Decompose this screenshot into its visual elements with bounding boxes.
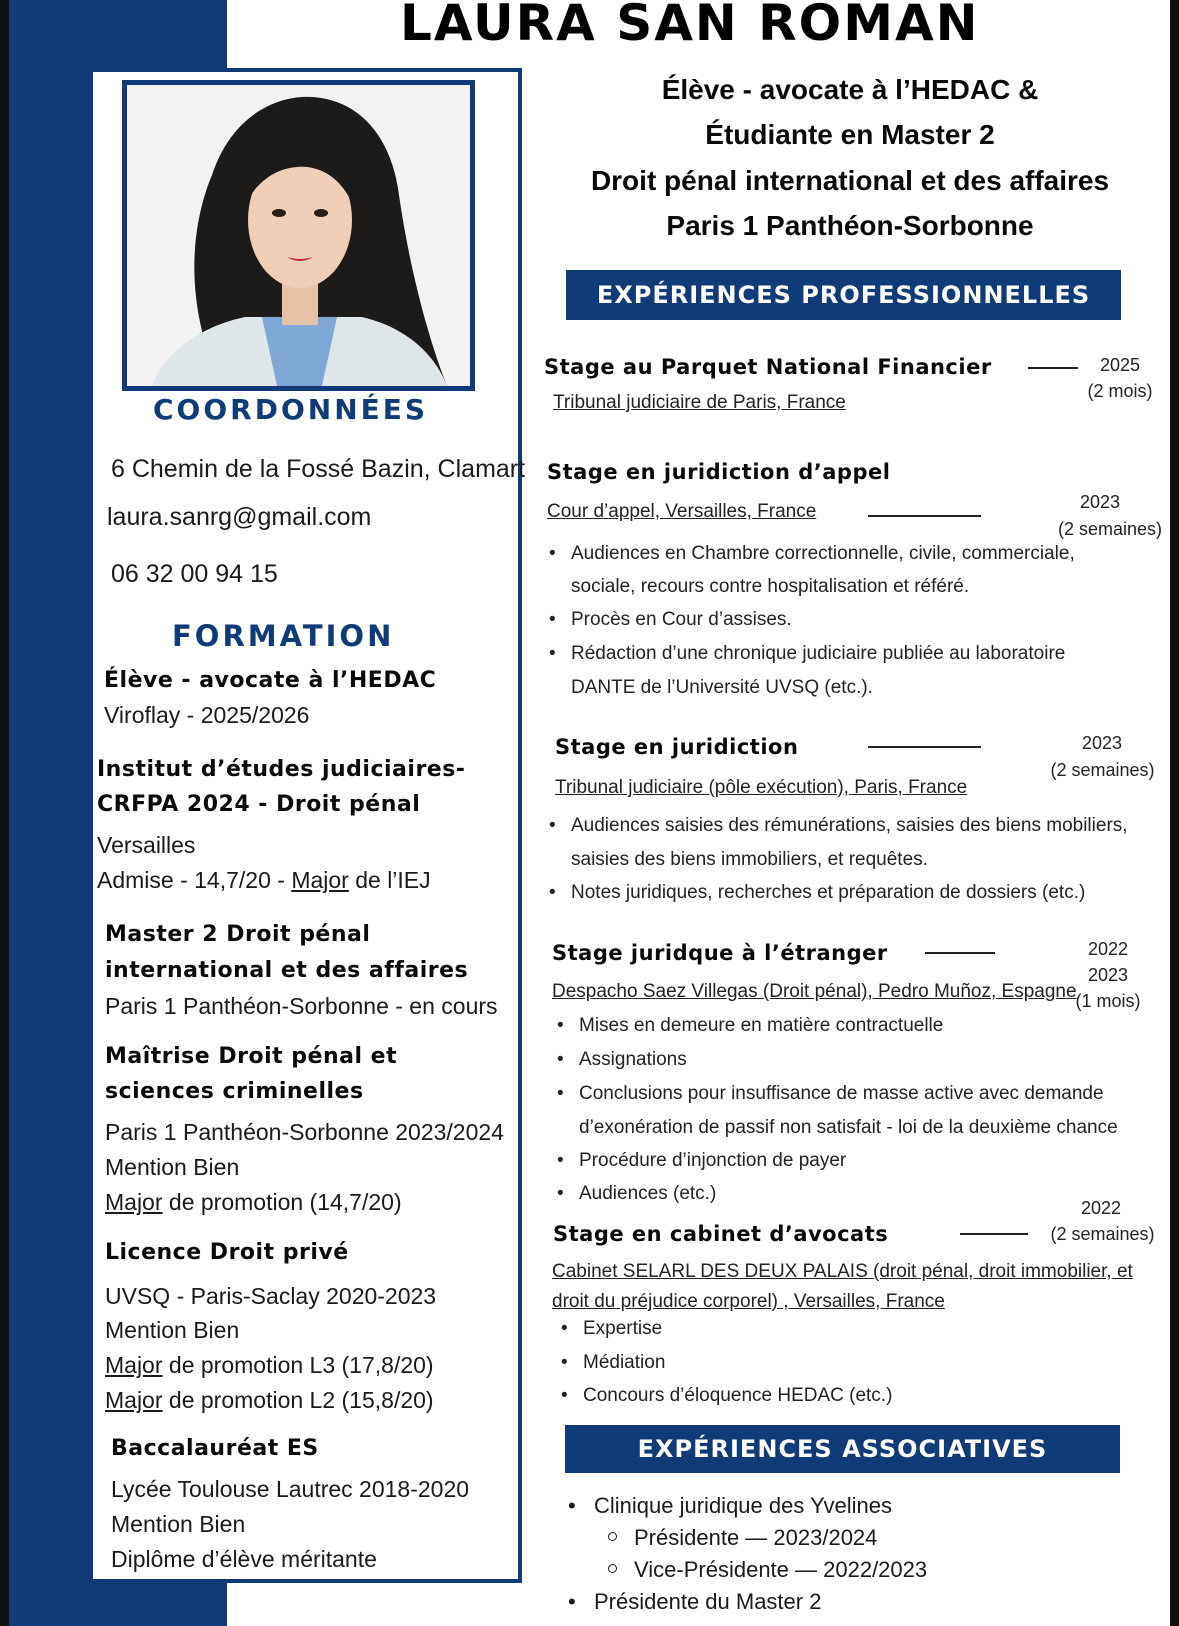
- divider-line: [960, 1233, 1028, 1235]
- experience-place: Despacho Saez Villegas (Droit pénal), Pedro Muñoz, Espagne: [552, 981, 1077, 1002]
- subtitle-line: Élève - avocate à l’HEDAC &: [661, 74, 1039, 105]
- experience-title: Stage en cabinet d’avocats: [553, 1222, 889, 1246]
- experiences-heading: EXPÉRIENCES PROFESSIONNELLES: [566, 270, 1121, 320]
- bullet-item: • Médiation: [561, 1352, 666, 1373]
- bullet-item-continued: d’exonération de passif non satisfait - loi de la deuxième chance: [579, 1117, 1118, 1138]
- formation-item-line: Mention Bien: [105, 1154, 240, 1180]
- formation-item-title: Élève - avocate à l’HEDAC: [104, 668, 437, 693]
- experience-duration: (2 semaines): [1050, 760, 1155, 780]
- experience-duration: (2 semaines): [1050, 1224, 1155, 1244]
- contact-email[interactable]: laura.sanrg@gmail.com: [107, 503, 372, 531]
- portrait-photo: [122, 80, 475, 391]
- experience-place: Cour d’appel, Versailles, France: [547, 501, 817, 522]
- experience-title: Stage au Parquet National Financier: [544, 355, 992, 379]
- bullet-item: • Mises en demeure en matière contractuelle: [557, 1015, 944, 1036]
- formation-item-title: Baccalauréat ES: [111, 1436, 319, 1461]
- divider-line: [1028, 367, 1078, 369]
- formation-item-line: Viroflay - 2025/2026: [104, 702, 310, 728]
- formation-item-title: international et des affaires: [105, 958, 469, 983]
- resume-name: LAURA SAN ROMAN: [400, 0, 980, 52]
- bullet-item: • Audiences en Chambre correctionnelle, civile, commerciale,: [549, 543, 1075, 564]
- experience-date: 2022: [1080, 1198, 1122, 1218]
- formation-item-line: UVSQ - Paris-Saclay 2020-2023: [105, 1283, 437, 1309]
- bullet-item: • Conclusions pour insuffisance de masse active avec demande: [557, 1083, 1104, 1104]
- contact-heading: COORDONNÉES: [153, 393, 429, 426]
- contact-address: 6 Chemin de la Fossé Bazin, Clamart: [111, 455, 526, 483]
- formation-item-line: Major de promotion L3 (17,8/20): [105, 1352, 434, 1378]
- experience-date: 2023: [1081, 733, 1123, 753]
- subtitle-line: Droit pénal international et des affaires: [590, 165, 1110, 196]
- experience-date: 2022: [1087, 939, 1129, 959]
- experience-duration: (1 mois): [1075, 991, 1141, 1011]
- experience-date: 2025: [1099, 355, 1141, 375]
- formation-item-line: Major de promotion L2 (15,8/20): [105, 1387, 434, 1413]
- formation-item-line: Paris 1 Panthéon-Sorbonne - en cours: [105, 993, 498, 1019]
- experience-title: Stage en juridiction: [555, 735, 799, 759]
- experience-place: Cabinet SELARL DES DEUX PALAIS (droit pénal, droit immobilier, et: [552, 1261, 1133, 1282]
- formation-item-title: CRFPA 2024 - Droit pénal: [97, 792, 421, 817]
- experience-place: droit du préjudice corporel) , Versailles, France: [552, 1291, 945, 1312]
- formation-item-line: Mention Bien: [111, 1511, 246, 1537]
- formation-item-line: Admise - 14,7/20 - Major de l’IEJ: [97, 867, 431, 893]
- formation-item-line: Major de promotion (14,7/20): [105, 1189, 402, 1215]
- experience-duration: (2 mois): [1087, 381, 1153, 401]
- divider-line: [868, 746, 981, 748]
- bullet-item: • Procédure d’injonction de payer: [557, 1150, 847, 1171]
- formation-item-line: Diplôme d’élève méritante: [111, 1546, 377, 1572]
- bullet-item: • Procès en Cour d’assises.: [549, 609, 792, 630]
- formation-item-line: Versailles: [97, 832, 196, 858]
- left-frame-border: [0, 0, 9, 1626]
- association-item: • Présidente du Master 2: [568, 1589, 822, 1614]
- right-frame-border: [1170, 0, 1179, 1626]
- experience-place: Tribunal judiciaire (pôle exécution), Paris, France: [555, 777, 968, 798]
- associations-heading: EXPÉRIENCES ASSOCIATIVES: [565, 1425, 1120, 1473]
- experience-title: Stage juridque à l’étranger: [552, 941, 888, 965]
- formation-item-title: Master 2 Droit pénal: [105, 922, 371, 947]
- subtitle-line: Paris 1 Panthéon-Sorbonne: [666, 210, 1034, 241]
- formation-item-title: Licence Droit privé: [105, 1240, 349, 1265]
- experience-date: 2023: [1079, 492, 1121, 512]
- subtitle-line: Étudiante en Master 2: [705, 119, 995, 150]
- experience-date: 2023: [1087, 965, 1129, 985]
- formation-heading: FORMATION: [172, 619, 395, 653]
- formation-item-line: Lycée Toulouse Lautrec 2018-2020: [111, 1476, 470, 1502]
- bullet-item-continued: sociale, recours contre hospitalisation et référé.: [571, 576, 970, 597]
- association-item: • Clinique juridique des Yvelines: [568, 1493, 893, 1518]
- association-sub-item: Vice-Présidente — 2022/2023: [634, 1557, 927, 1583]
- bullet-item: • Concours d’éloquence HEDAC (etc.): [561, 1385, 893, 1406]
- association-sub-item: Présidente — 2023/2024: [634, 1525, 877, 1551]
- divider-line: [925, 952, 995, 954]
- divider-line: [868, 515, 981, 517]
- bullet-item: • Notes juridiques, recherches et préparation de dossiers (etc.): [549, 882, 1086, 903]
- experience-place: Tribunal judiciaire de Paris, France: [553, 392, 846, 413]
- bullet-item: • Assignations: [557, 1049, 687, 1070]
- bullet-item: • Rédaction d’une chronique judiciaire publiée au laboratoire: [549, 643, 1066, 664]
- formation-item-title: sciences criminelles: [105, 1079, 364, 1104]
- formation-item-title: Institut d’études judiciaires-: [97, 757, 466, 782]
- bullet-item: • Audiences saisies des rémunérations, saisies des biens mobiliers,: [549, 815, 1128, 836]
- experience-title: Stage en juridiction d’appel: [547, 460, 891, 484]
- bullet-item-continued: saisies des biens immobiliers, et requêtes.: [571, 849, 928, 870]
- bullet-item-continued: DANTE de l’Université UVSQ (etc.).: [571, 677, 873, 698]
- portrait-icon: [127, 85, 470, 386]
- formation-item-line: Mention Bien: [105, 1317, 240, 1343]
- contact-phone[interactable]: 06 32 00 94 15: [111, 560, 278, 588]
- experience-duration: (2 semaines): [1058, 519, 1163, 539]
- formation-item-title: Maîtrise Droit pénal et: [105, 1044, 398, 1069]
- bullet-item: • Audiences (etc.): [557, 1183, 717, 1204]
- bullet-item: • Expertise: [561, 1318, 663, 1339]
- formation-item-line: Paris 1 Panthéon-Sorbonne 2023/2024: [105, 1119, 504, 1145]
